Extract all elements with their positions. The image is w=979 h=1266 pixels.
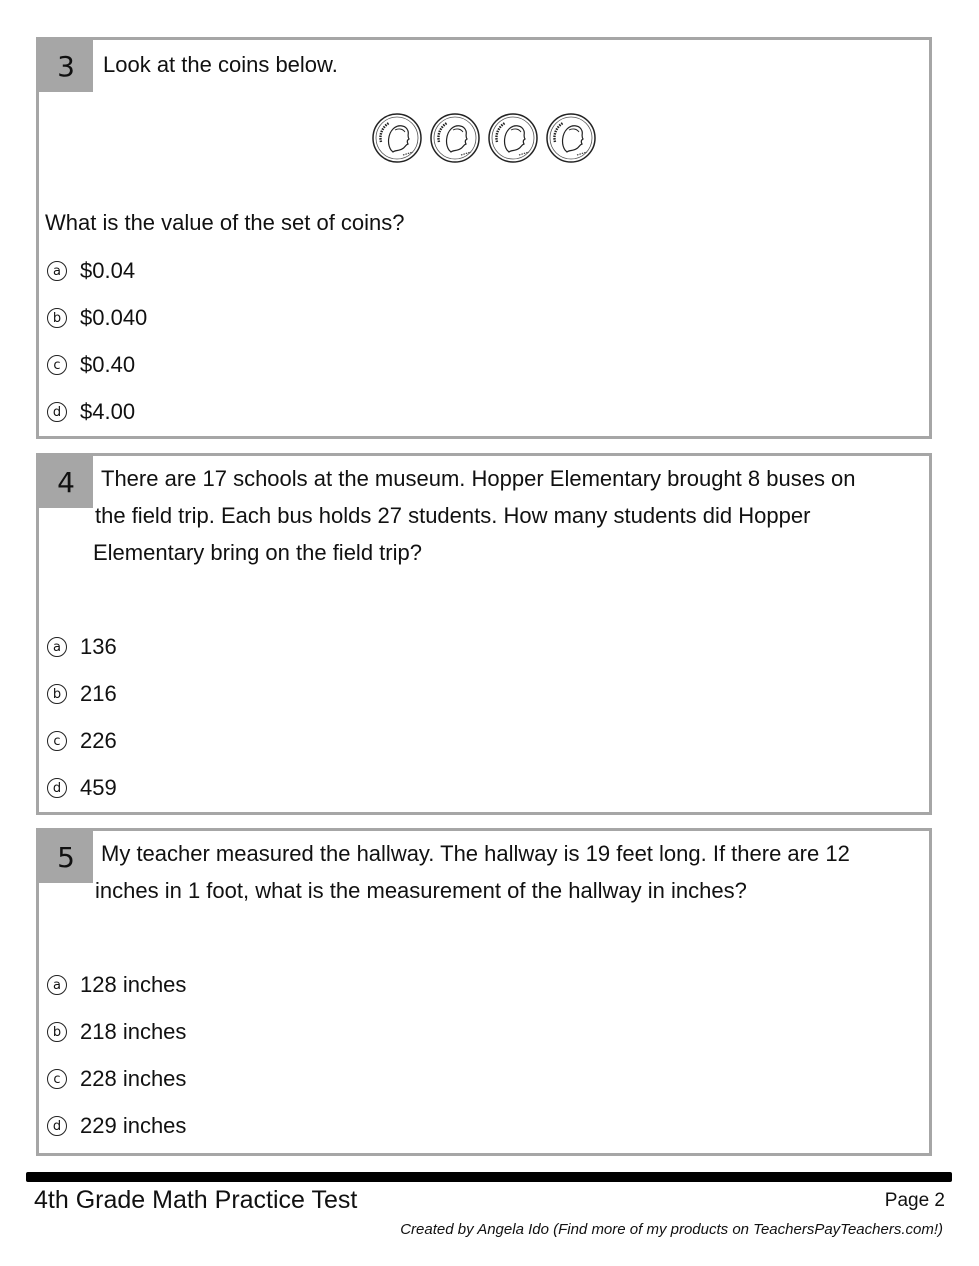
option-label: 218 inches bbox=[80, 1019, 187, 1044]
option-bubble[interactable]: d bbox=[47, 778, 67, 798]
question-number: 3 bbox=[39, 40, 93, 92]
question-text: What is the value of the set of coins? bbox=[45, 210, 405, 235]
coin-set bbox=[371, 112, 597, 164]
option-label: $0.40 bbox=[80, 352, 136, 377]
answer-option-c[interactable] bbox=[47, 1064, 186, 1094]
option-bubble[interactable]: b bbox=[47, 308, 67, 328]
option-label: 228 inches bbox=[80, 1066, 187, 1091]
question-4-box bbox=[36, 453, 932, 815]
question-prompt bbox=[95, 835, 909, 909]
footer-credit: Created by Angela Ido (Find more of my products on TeachersPayTeachers.com!) bbox=[400, 1221, 943, 1238]
dime-coin-icon bbox=[371, 112, 423, 164]
option-bubble[interactable]: c bbox=[47, 355, 67, 375]
question-number: 5 bbox=[39, 831, 93, 883]
option-label: 459 bbox=[80, 775, 117, 800]
option-label: $0.04 bbox=[80, 258, 136, 283]
answer-option-c[interactable] bbox=[47, 726, 117, 756]
dime-coin-icon bbox=[429, 112, 481, 164]
prompt-line: My teacher measured the hallway. The hallway is 19 feet long. If there are 12 bbox=[101, 841, 850, 866]
footer-title: 4th Grade Math Practice Test bbox=[34, 1186, 358, 1214]
option-bubble[interactable]: b bbox=[47, 1022, 67, 1042]
answer-option-b[interactable] bbox=[47, 1017, 186, 1047]
dime-coin-icon bbox=[487, 112, 539, 164]
option-label: 229 inches bbox=[80, 1113, 187, 1138]
answer-option-b[interactable] bbox=[47, 303, 147, 333]
question-prompt bbox=[103, 46, 909, 83]
prompt-line: There are 17 schools at the museum. Hopper Elementary brought 8 buses on bbox=[101, 466, 856, 491]
answer-option-d[interactable] bbox=[47, 1111, 186, 1141]
option-label: $0.040 bbox=[80, 305, 148, 330]
answer-option-a[interactable] bbox=[47, 970, 186, 1000]
option-bubble[interactable]: a bbox=[47, 637, 67, 657]
option-bubble[interactable]: b bbox=[47, 684, 67, 704]
prompt-line: the field trip. Each bus holds 27 students. How many students did Hopper bbox=[95, 503, 811, 528]
answer-option-a[interactable] bbox=[47, 632, 117, 662]
option-bubble[interactable]: c bbox=[47, 1069, 67, 1089]
option-label: 136 bbox=[80, 634, 117, 659]
option-label: 128 inches bbox=[80, 972, 187, 997]
answer-option-a[interactable] bbox=[47, 256, 135, 286]
footer-rule bbox=[26, 1172, 952, 1182]
option-label: 226 bbox=[80, 728, 117, 753]
option-label: 216 bbox=[80, 681, 117, 706]
option-bubble[interactable]: d bbox=[47, 1116, 67, 1136]
option-label: $4.00 bbox=[80, 399, 136, 424]
answer-option-c[interactable] bbox=[47, 350, 135, 380]
question-number: 4 bbox=[39, 456, 93, 508]
option-bubble[interactable]: a bbox=[47, 975, 67, 995]
dime-coin-icon bbox=[545, 112, 597, 164]
question-3-box bbox=[36, 37, 932, 439]
option-bubble[interactable]: a bbox=[47, 261, 67, 281]
answer-option-d[interactable] bbox=[47, 397, 135, 427]
option-bubble[interactable]: c bbox=[47, 731, 67, 751]
prompt-line: Look at the coins below. bbox=[103, 52, 338, 77]
answer-option-b[interactable] bbox=[47, 679, 117, 709]
prompt-line: inches in 1 foot, what is the measurement of the hallway in inches? bbox=[95, 878, 747, 903]
page-number: Page 2 bbox=[884, 1190, 945, 1211]
answer-option-d[interactable] bbox=[47, 773, 117, 803]
question-prompt bbox=[93, 460, 909, 571]
question-5-box bbox=[36, 828, 932, 1156]
option-bubble[interactable]: d bbox=[47, 402, 67, 422]
prompt-line: Elementary bring on the field trip? bbox=[93, 540, 422, 565]
